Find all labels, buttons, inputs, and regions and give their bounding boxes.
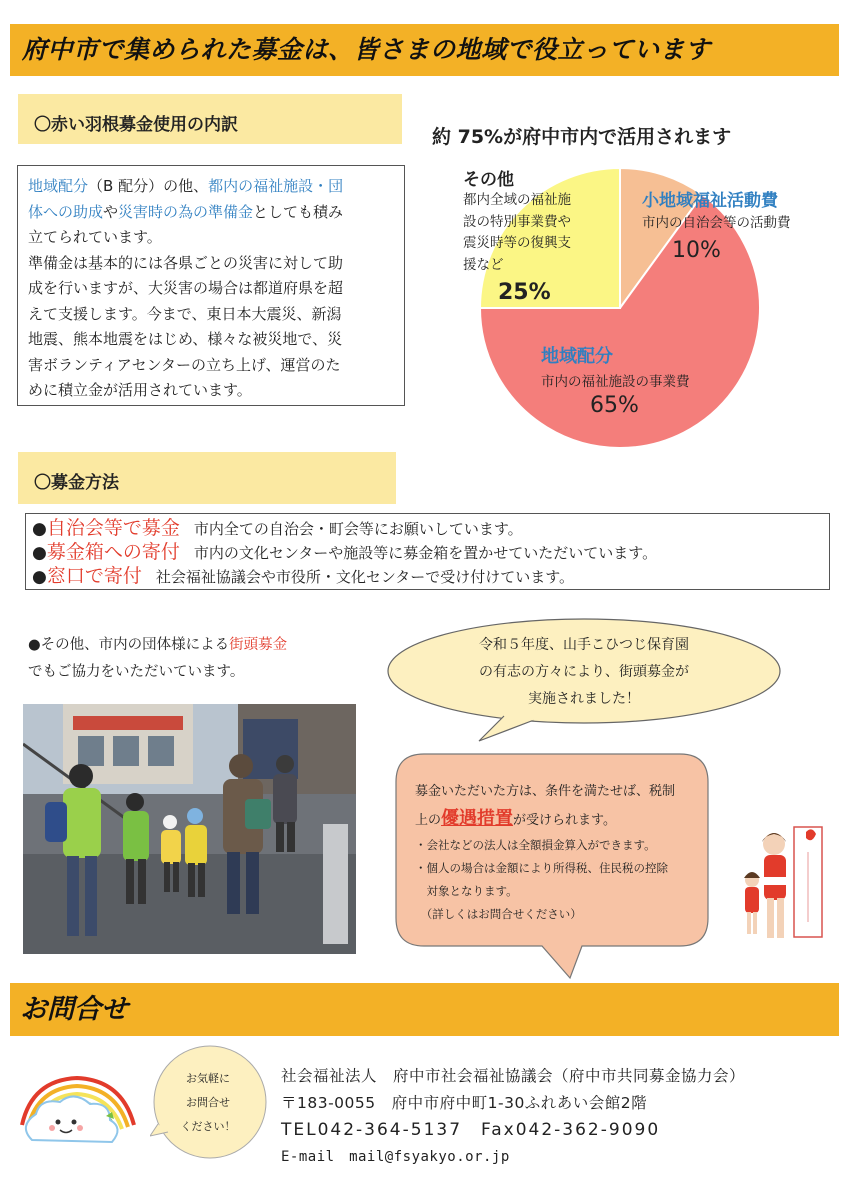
method-list xyxy=(25,513,830,590)
explanation-line xyxy=(28,353,395,379)
breakdown-heading: 〇赤い羽根募金使用の内訳 xyxy=(18,94,402,144)
explanation-text: （B 配分）の他、 xyxy=(88,177,209,195)
bubble-line: の有志の方々により、街頭募金が xyxy=(479,664,689,680)
contact-speech-text xyxy=(150,1067,266,1139)
explanation-line xyxy=(28,200,395,226)
explanation-text: としても積み xyxy=(253,202,344,221)
explanation-line xyxy=(28,225,395,251)
method-item xyxy=(32,541,829,565)
slice-label-other-desc xyxy=(463,190,598,276)
tax-text: 上の xyxy=(415,813,442,828)
explanation-text: 準備金は基本的には各県ごとの災害に対して助 xyxy=(28,253,344,272)
street-note-line2: でもご協力をいただいています。 xyxy=(28,664,245,680)
speech-line: ください！ xyxy=(180,1120,236,1133)
organization-name: 社会福祉法人 府中市社会福祉協議会（府中市共同募金協力会） xyxy=(281,1067,746,1085)
tax-note: （詳しくはお問合せください） xyxy=(415,907,582,921)
street-fundraising-photo xyxy=(23,704,356,954)
explanation-line xyxy=(28,276,395,302)
bubble-line: 実施されました！ xyxy=(528,691,640,707)
tax-benefit-line1: 募金いただいた方は、条件を満たせば、税制 xyxy=(415,784,676,799)
explanation-highlight: 地域配分 xyxy=(28,177,89,195)
street-fundraising-note xyxy=(28,632,287,686)
explanation-highlight: 都内の福祉施設・団 xyxy=(208,177,344,195)
speech-line: お問合せ xyxy=(186,1096,230,1109)
slice-desc-line: 援など xyxy=(463,256,504,273)
explanation-line xyxy=(28,378,395,404)
explanation-text: めに積立金が活用されています。 xyxy=(28,381,252,399)
cloud-mascot xyxy=(12,1070,142,1155)
method-desc: 社会福祉協議会や市役所・文化センターで受け付けています。 xyxy=(155,568,575,586)
red-feather-mascot xyxy=(738,822,828,947)
slice-label-small-area-desc: 市内の自治会等の活動費 xyxy=(642,215,791,231)
slice-label-small-area-name: 小地域福祉活動費 xyxy=(642,191,778,211)
explanation-text: 成を行いますが、大災害の場合は都道府県を超 xyxy=(28,279,344,297)
tax-benefit-text xyxy=(415,778,705,926)
explanation-text: 立てられています。 xyxy=(28,228,162,246)
tax-note: 対象となります。 xyxy=(415,884,518,898)
bubble-nursery-text xyxy=(384,632,784,713)
bullet: ● xyxy=(32,567,47,587)
bubble-line: 令和５年度、山手こひつじ保育園 xyxy=(479,637,689,653)
tax-note: ・会社などの法人は全額損金算入ができます。 xyxy=(415,838,656,852)
tax-benefit-emphasis: 優遇措置 xyxy=(441,808,514,829)
bullet: ● xyxy=(32,543,47,563)
explanation-text: えて支援します。今まで、東日本大震災、新潟 xyxy=(28,304,342,323)
method-item xyxy=(32,565,829,589)
slice-label-area-name: 地域配分 xyxy=(541,346,613,367)
chart-title: 約 75%が府中市内で活用されます xyxy=(432,126,732,148)
explanation-line xyxy=(28,302,395,328)
slice-desc-line: 設の特別事業費や xyxy=(463,213,571,230)
slice-label-area-value: 65% xyxy=(590,393,639,418)
slice-desc-line: 震災時等の復興支 xyxy=(463,235,571,251)
street-note-text: ●その他、市内の団体様による xyxy=(28,637,230,653)
method-desc: 市内全ての自治会・町会等にお願いしています。 xyxy=(193,520,523,538)
method-key: 自治会等で募金 xyxy=(46,517,180,539)
speech-line: お気軽に xyxy=(186,1072,230,1085)
tax-text: が受けられます。 xyxy=(513,813,616,828)
explanation-line xyxy=(28,174,395,200)
postal-address: 〒183-0055 府中市府中町1-30ふれあい会館2階 xyxy=(281,1094,648,1112)
explanation-text: 害ボランティアセンターの立ち上げ、運営のた xyxy=(28,355,341,374)
slice-label-area-desc: 市内の福祉施設の事業費 xyxy=(541,374,690,390)
slice-desc-line: 都内全域の福祉施 xyxy=(463,192,571,208)
explanation-highlight: 体への助成 xyxy=(28,202,104,221)
tax-note: ・個人の場合は金額により所得税、住民税の控除 xyxy=(415,861,668,875)
explanation-highlight: 災害時の為の準備金 xyxy=(118,202,254,221)
method-key: 募金箱への寄付 xyxy=(46,541,180,563)
breakdown-explanation xyxy=(17,165,405,406)
method-item xyxy=(32,517,829,541)
method-key: 窓口で寄付 xyxy=(46,565,142,587)
email-address: E-mail mail@fsyakyo.or.jp xyxy=(281,1149,510,1165)
slice-label-small-area-value: 10% xyxy=(672,238,721,263)
explanation-line xyxy=(28,251,395,277)
street-note-highlight: 街頭募金 xyxy=(229,637,288,653)
slice-label-other-name: その他 xyxy=(463,170,514,190)
explanation-text: 地震、熊本地震をはじめ、様々な被災地で、災 xyxy=(28,330,343,348)
slice-label-other-value: 25% xyxy=(498,280,551,305)
contact-heading: お問合せ xyxy=(10,983,839,1036)
page-title: 府中市で集められた募金は、皆さまの地域で役立っています xyxy=(10,24,839,76)
phone-fax: TEL042-364-5137 Fax042-362-9090 xyxy=(281,1120,661,1140)
method-heading: 〇募金方法 xyxy=(18,452,396,504)
tax-benefit-line2 xyxy=(415,805,705,834)
method-desc: 市内の文化センターや施設等に募金箱を置かせていただいています。 xyxy=(193,544,658,562)
explanation-text: や xyxy=(103,202,119,221)
explanation-line xyxy=(28,327,395,353)
bullet: ● xyxy=(32,519,47,539)
contact-info xyxy=(281,1063,745,1171)
